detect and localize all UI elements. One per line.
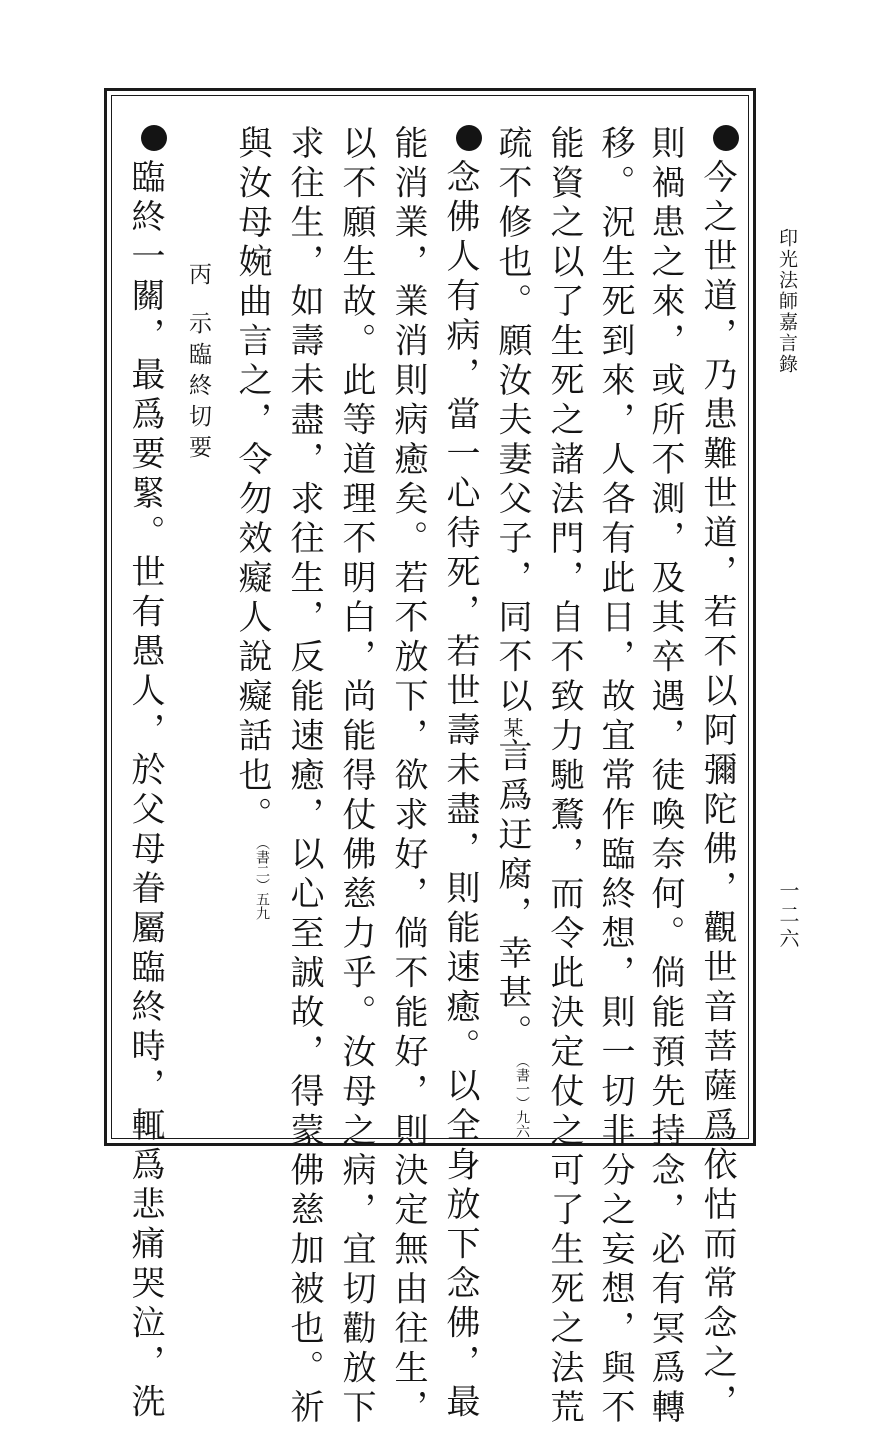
bullet-icon — [713, 125, 739, 151]
text-column-7 — [388, 125, 428, 1429]
source-note: （書一）九六 — [514, 1053, 530, 1138]
source-note: （書二）五九 — [254, 836, 270, 920]
running-title: 印光法師嘉言錄 — [776, 228, 798, 375]
text-column-9 — [284, 125, 324, 1429]
bullet-icon — [141, 125, 167, 151]
column-text: 能資之以了生死之諸法門，自不致力馳鶩，而令此決定仗之可了生死之法荒 — [544, 125, 584, 1429]
bullet-icon — [456, 125, 482, 151]
text-column-5 — [492, 125, 532, 1138]
column-text: 能消業，業消則病癒矣。若不放下，欲求好，倘不能好，則決定無由往生， — [388, 125, 428, 1429]
text-column-4 — [544, 125, 584, 1429]
text-column-6 — [440, 125, 482, 1423]
column-text: 以不願生故。此等道理不明白，尚能得仗佛慈力乎。汝母之病，宜切勸放下 — [336, 125, 376, 1429]
column-text-continued: 言爲迂腐，幸甚。 — [492, 737, 532, 1054]
inline-small-char: 某 — [500, 717, 524, 738]
column-text: 則禍患之來，或所不測，及其卒遇，徒喚奈何。倘能預先持念，必有冥爲轉 — [645, 125, 685, 1429]
column-text: 今之世道，乃患難世道，若不以阿彌陀佛，觀世音菩薩爲依怙而常念之， — [697, 159, 737, 1423]
text-column-10 — [232, 125, 272, 920]
column-text: 臨終一關，最爲要緊。世有愚人，於父母眷屬臨終時，輒爲悲痛哭泣，洗 — [125, 159, 165, 1423]
section-number: 丙 — [185, 262, 211, 293]
column-text: 疏不修也。願汝夫妻父子，同不以 — [492, 125, 532, 718]
text-column-3 — [595, 125, 635, 1429]
text-column-1 — [697, 125, 739, 1423]
column-text: 念佛人有病，當一心待死，若世壽未盡，則能速癒。以全身放下念佛，最 — [440, 159, 480, 1423]
page-number: 一二六 — [776, 880, 800, 952]
text-column-2 — [645, 125, 685, 1429]
section-heading — [182, 262, 215, 466]
column-text: 移。況生死到來，人各有此日，故宜常作臨終想，則一切非分之妄想，與不 — [595, 125, 635, 1429]
text-column-11 — [125, 125, 167, 1423]
text-column-8 — [336, 125, 376, 1429]
section-title: 示臨終切要 — [185, 311, 211, 466]
column-text: 與汝母婉曲言之，令勿效癡人說癡話也。 — [232, 125, 272, 836]
column-text: 求往生，如壽未盡，求往生，反能速癒，以心至誠故，得蒙佛慈加被也。祈 — [284, 125, 324, 1429]
